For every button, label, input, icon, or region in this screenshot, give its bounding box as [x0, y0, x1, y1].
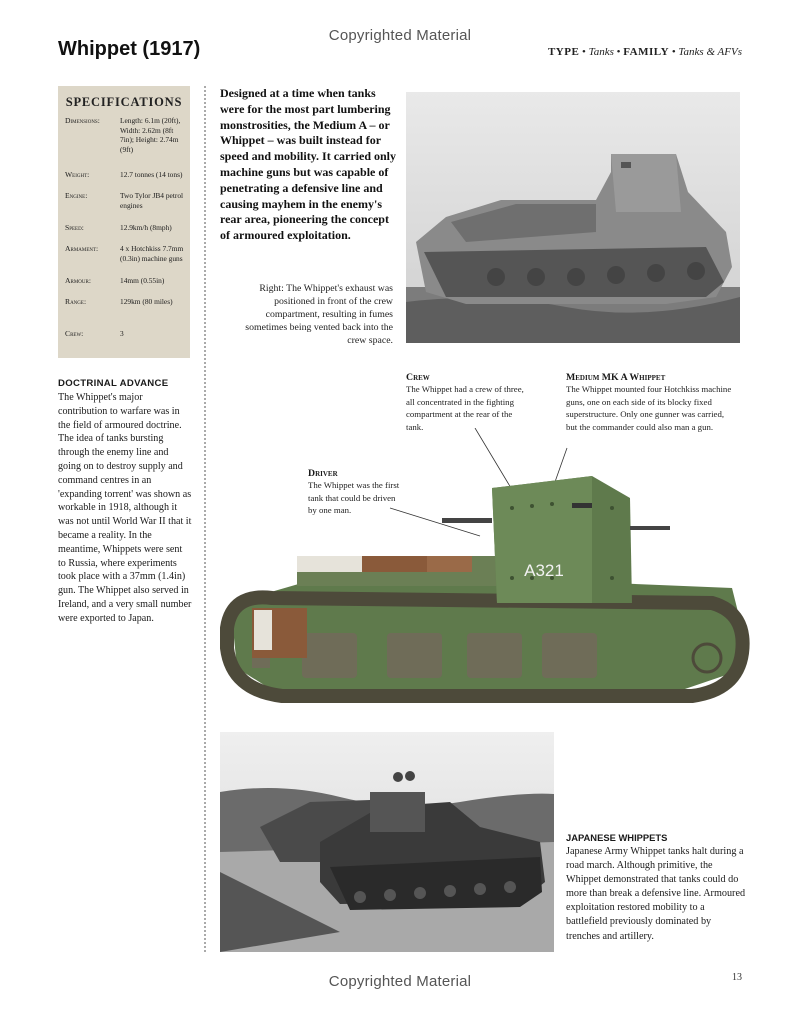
spec-value: 4 x Hotchkiss 7.7mm (0.3in) machine guns [120, 244, 184, 263]
watermark-bottom: Copyrighted Material [328, 973, 472, 990]
annotation-heading: Medium MK A Whippet [566, 372, 666, 383]
family-value: Tanks & AFVs [678, 46, 742, 58]
tank-photo-top [406, 92, 740, 343]
separator: • [671, 46, 676, 58]
tank-illustration-graphic [212, 428, 752, 720]
annotation-heading: Crew [406, 372, 430, 383]
spec-label: Range: [65, 297, 87, 306]
spec-label: Dimensions: [65, 116, 100, 125]
annotation-body: The Whippet was the first tank that could be driven by one man. [308, 480, 400, 516]
column-divider [204, 86, 206, 952]
family-label: FAMILY [623, 46, 670, 58]
watermark-top: Copyrighted Material [328, 27, 472, 44]
spec-value: 12.9km/h (8mph) [120, 223, 172, 232]
page-number: 13 [732, 972, 742, 983]
annotation-crew [406, 372, 526, 433]
specifications-title: SPECIFICATIONS [65, 95, 183, 109]
spec-value: 14mm (0.55in) [120, 276, 165, 285]
japanese-whippets-heading: JAPANESE WHIPPETS [566, 832, 668, 843]
annotation-body: The Whippet mounted four Hotchkiss machine guns, one on each side of its blocky fixed superstructure. Only one gunner was carried, but the commander could also man a gun. [566, 384, 732, 432]
spec-label: Speed: [65, 223, 84, 232]
spec-label: Crew: [65, 329, 84, 338]
intro-text: Designed at a time when tanks were for the most part lumbering monstrosities, the Medium A – or Whippet – was built instead for speed and mobility. It carried only machine guns but was capable of penetrating a defensive line and causing mayhem in the enemy's rear area, pioneering the concept of armoured exploitation. [220, 86, 397, 243]
spec-value: 12.7 tonnes (14 tons) [120, 170, 183, 179]
spec-label: Weight: [65, 170, 90, 179]
photo-caption: Right: The Whippet's exhaust was positioned in front of the crew compartment, resulting in fumes sometimes being vented back into the crew space. [245, 283, 393, 346]
tank-marking: A321 [524, 561, 564, 580]
spec-value: Length: 6.1m (20ft), Width: 2.62m (8ft 7in); Height: 2.74m (9ft) [120, 116, 181, 154]
japanese-whippets-photo [220, 732, 554, 952]
type-label: TYPE [547, 46, 580, 58]
spec-label: Armament: [65, 244, 99, 253]
spec-label: Engine: [65, 191, 88, 200]
japanese-whippets-body: Japanese Army Whippet tanks halt during a road march. Although primitive, the Whippet demonstrated that tanks could do more than break a defensive line. Armoured exploitation restored mobility to a battlefield previously dominated by trenches and artillery. [566, 846, 746, 942]
spec-value: Two Tylor JB4 petrol engines [120, 191, 184, 210]
annotation-heading: Driver [308, 468, 338, 479]
spec-value: 129km (80 miles) [120, 297, 173, 306]
tank-illustration [212, 428, 752, 720]
type-value: Tanks [588, 46, 614, 58]
tank-photo-top-graphic [406, 92, 740, 343]
separator: • [582, 46, 586, 58]
spec-value: 3 [120, 329, 124, 338]
page-title: Whippet (1917) [58, 38, 201, 60]
annotation-body: The Whippet had a crew of three, all concentrated in the fighting compartment at the rear of the tank. [406, 384, 524, 432]
sidebar-heading: DOCTRINAL ADVANCE [58, 378, 169, 389]
type-family-line [548, 46, 742, 58]
japanese-whippets-photo-graphic [220, 732, 554, 952]
separator: • [616, 46, 621, 58]
sidebar-body: The Whippet's major contribution to warfare was in the field of armoured doctrine. The idea of tanks bursting through the enemy line and going on to destroy supply and command centres in an 'expanding torrent' was shown as workable in 1918, although it was not until World War II that it became a reality. In the meantime, Whippets were sent to Russia, where experiments took place with a 37mm (1.4in) gun. The Whippet also served in Ireland, and a very small number were exported to Japan. [58, 392, 192, 624]
specifications-box [58, 86, 190, 358]
annotation-medium-mk-a [566, 372, 734, 433]
spec-label: Armour: [65, 276, 91, 285]
